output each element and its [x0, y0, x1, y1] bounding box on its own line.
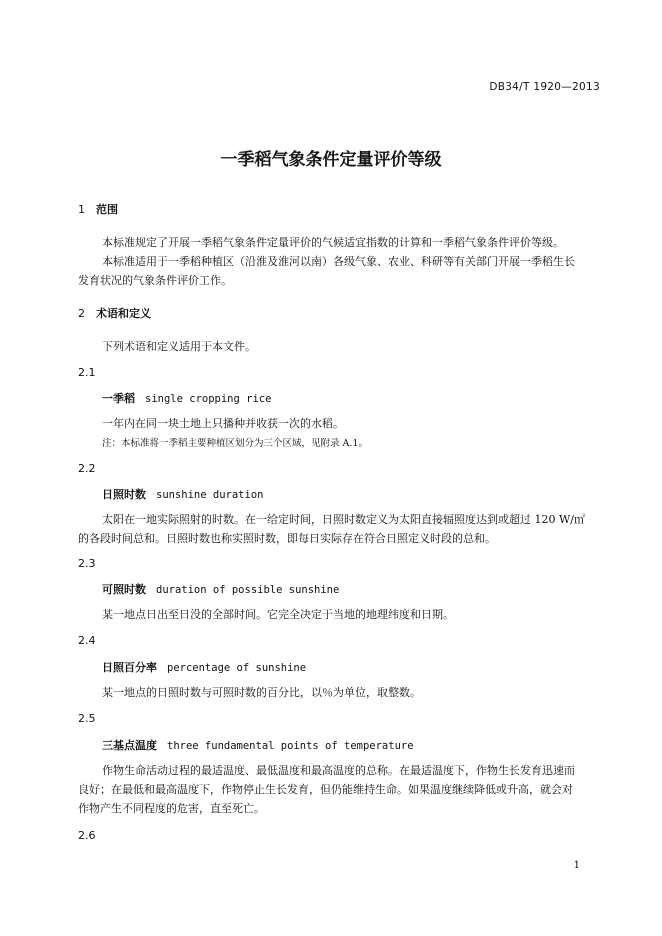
standard-code: DB34/T 1920—2013	[489, 81, 600, 93]
clause-number: 2.4	[78, 634, 96, 647]
term-chinese: 三基点温度	[102, 739, 157, 752]
section-1-heading	[78, 201, 118, 217]
term-chinese: 日照时数	[102, 488, 146, 501]
scope-paragraph-2-line-2: 发育状况的气象条件评价工作。	[78, 274, 232, 287]
page-title: 一季稻气象条件定量评价等级	[220, 150, 442, 170]
term-english: duration of possible sunshine	[156, 584, 340, 596]
term-english: single cropping rice	[145, 393, 272, 405]
term-title	[102, 486, 263, 502]
term-definition-continued: 良好；在最低和最高温度下，作物停止生长发育，但仍能维持生命。如果温度继续降低或升高，就会对	[78, 783, 573, 796]
term-definition: 太阳在一地实际照射的时数。在一给定时间，日照时数定义为太阳直接辐照度达到或超过 120 W/㎡	[102, 513, 585, 526]
section-title: 范围	[96, 203, 118, 216]
terms-intro: 下列术语和定义适用于本文件。	[102, 340, 256, 353]
term-definition: 一年内在同一块土地上只播种并收获一次的水稻。	[102, 417, 344, 430]
clause-number: 2.5	[78, 712, 96, 725]
term-english: sunshine duration	[156, 489, 264, 501]
term-definition: 某一地点的日照时数与可照时数的百分比，以％为单位，取整数。	[102, 686, 421, 699]
term-definition-continued: 作物产生不同程度的危害，直至死亡。	[78, 802, 265, 815]
term-chinese: 日照百分率	[102, 661, 157, 674]
term-definition: 某一地点日出至日没的全部时间。它完全决定于当地的地理纬度和日期。	[102, 608, 454, 621]
term-title	[102, 737, 414, 753]
clause-number: 2.2	[78, 462, 96, 475]
term-definition: 作物生命活动过程的最适温度、最低温度和最高温度的总称。在最适温度下，作物生长发育迅速而	[102, 764, 575, 777]
scope-paragraph-1: 本标准规定了开展一季稻气象条件定量评价的气候适宜指数的计算和一季稻气象条件评价等级。	[102, 236, 564, 249]
section-2-heading	[78, 305, 151, 321]
section-title: 术语和定义	[96, 307, 151, 320]
page-number: 1	[573, 860, 580, 871]
scope-paragraph-2-line-1: 本标准适用于一季稻种植区（沿淮及淮河以南）各级气象、农业、科研等有关部门开展一季稻生长	[102, 255, 575, 268]
clause-number: 2.1	[78, 366, 96, 379]
term-chinese: 可照时数	[102, 583, 146, 596]
term-title	[102, 390, 271, 406]
section-number: 2	[78, 307, 85, 320]
term-title	[102, 659, 306, 675]
section-number: 1	[78, 203, 85, 216]
term-title	[102, 581, 339, 597]
term-chinese: 一季稻	[102, 392, 135, 405]
term-english: percentage of sunshine	[167, 662, 307, 674]
term-definition-continued: 的各段时间总和。日照时数也称实照时数，即每日实际存在符合日照定义时段的总和。	[78, 532, 496, 545]
term-english: three fundamental points of temperature	[167, 740, 414, 752]
term-note: 注：本标准将一季稻主要种植区划分为三个区域，见附录 A.1。	[102, 438, 368, 449]
clause-number: 2.3	[78, 557, 96, 570]
clause-number: 2.6	[78, 829, 96, 842]
